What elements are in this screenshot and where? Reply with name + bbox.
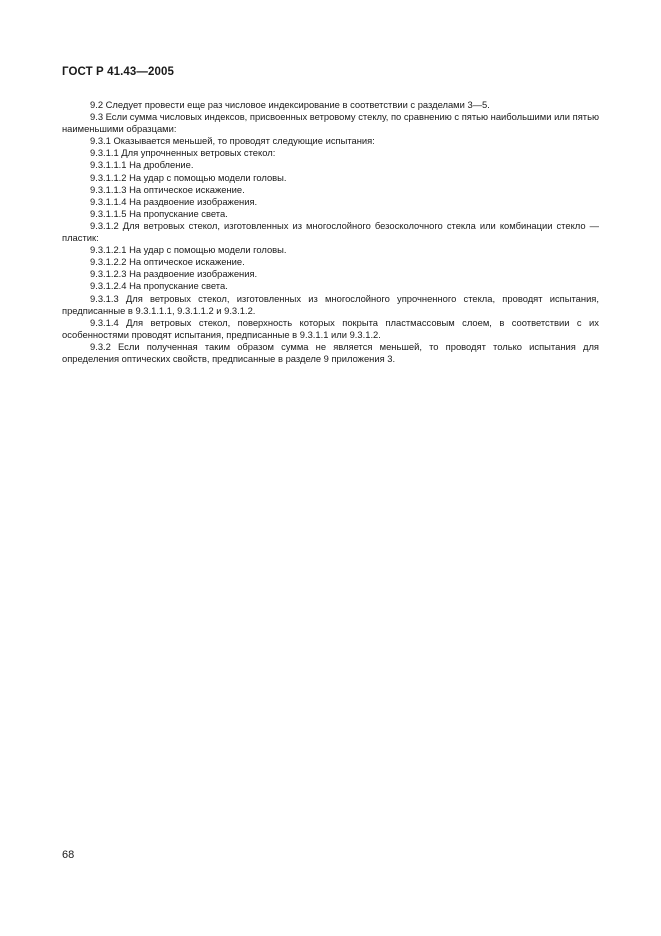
paragraph-9-3: 9.3 Если сумма числовых индексов, присвоенных ветровому стеклу, по сравнению с пятью наибольшими или пятью наименьшими образцами: xyxy=(62,111,599,135)
paragraph-9-3-1-1-2: 9.3.1.1.2 На удар с помощью модели головы. xyxy=(90,171,287,183)
paragraph-9-3-1-1-4: 9.3.1.1.4 На раздвоение изображения. xyxy=(90,195,258,207)
paragraph-9-3-1-2-1: 9.3.1.2.1 На удар с помощью модели головы. xyxy=(90,244,287,256)
page-number: 68 xyxy=(62,849,75,861)
paragraph-9-3-1-4: 9.3.1.4 Для ветровых стекол, поверхность которых покрыта пластмассовым слоем, в соответствии с их особенностями проводят испытания, предписанные в 9.3.1.1 или 9.3.1.2. xyxy=(62,316,599,340)
document-body xyxy=(62,99,599,365)
document-standard-id: ГОСТ Р 41.43—2005 xyxy=(62,66,174,78)
paragraph-9-3-1: 9.3.1 Оказывается меньшей, то проводят следующие испытания: xyxy=(90,135,375,147)
paragraph-9-3-2: 9.3.2 Если полученная таким образом сумма не является меньшей, то проводят только испытания для определения оптических свойств, предписанные в разделе 9 приложения 3. xyxy=(62,340,599,364)
paragraph-9-3-1-1-1: 9.3.1.1.1 На дробление. xyxy=(90,159,194,171)
paragraph-9-3-1-2-2: 9.3.1.2.2 На оптическое искажение. xyxy=(90,256,245,268)
paragraph-9-3-1-1: 9.3.1.1 Для упрочненных ветровых стекол: xyxy=(90,147,276,159)
paragraph-9-3-1-2-3: 9.3.1.2.3 На раздвоение изображения. xyxy=(90,268,258,280)
paragraph-9-3-1-1-5: 9.3.1.1.5 На пропускание света. xyxy=(90,207,228,219)
paragraph-9-3-1-2-4: 9.3.1.2.4 На пропускание света. xyxy=(90,280,228,292)
paragraph-9-3-1-2: 9.3.1.2 Для ветровых стекол, изготовленных из многослойного безосколочного стекла или комбинации стекло — пластик: xyxy=(62,219,599,244)
paragraph-9-2: 9.2 Следует провести еще раз числовое индексирование в соответствии с разделами 3—5. xyxy=(90,99,490,110)
paragraph-9-3-1-3: 9.3.1.3 Для ветровых стекол, изготовленных из многослойного упрочненного стекла, проводят испытания, предписанные в 9.3.1.1.1, 9.3.1.1.2 и 9.3.1.2. xyxy=(62,292,599,316)
paragraph-9-3-1-1-3: 9.3.1.1.3 На оптическое искажение. xyxy=(90,183,245,195)
